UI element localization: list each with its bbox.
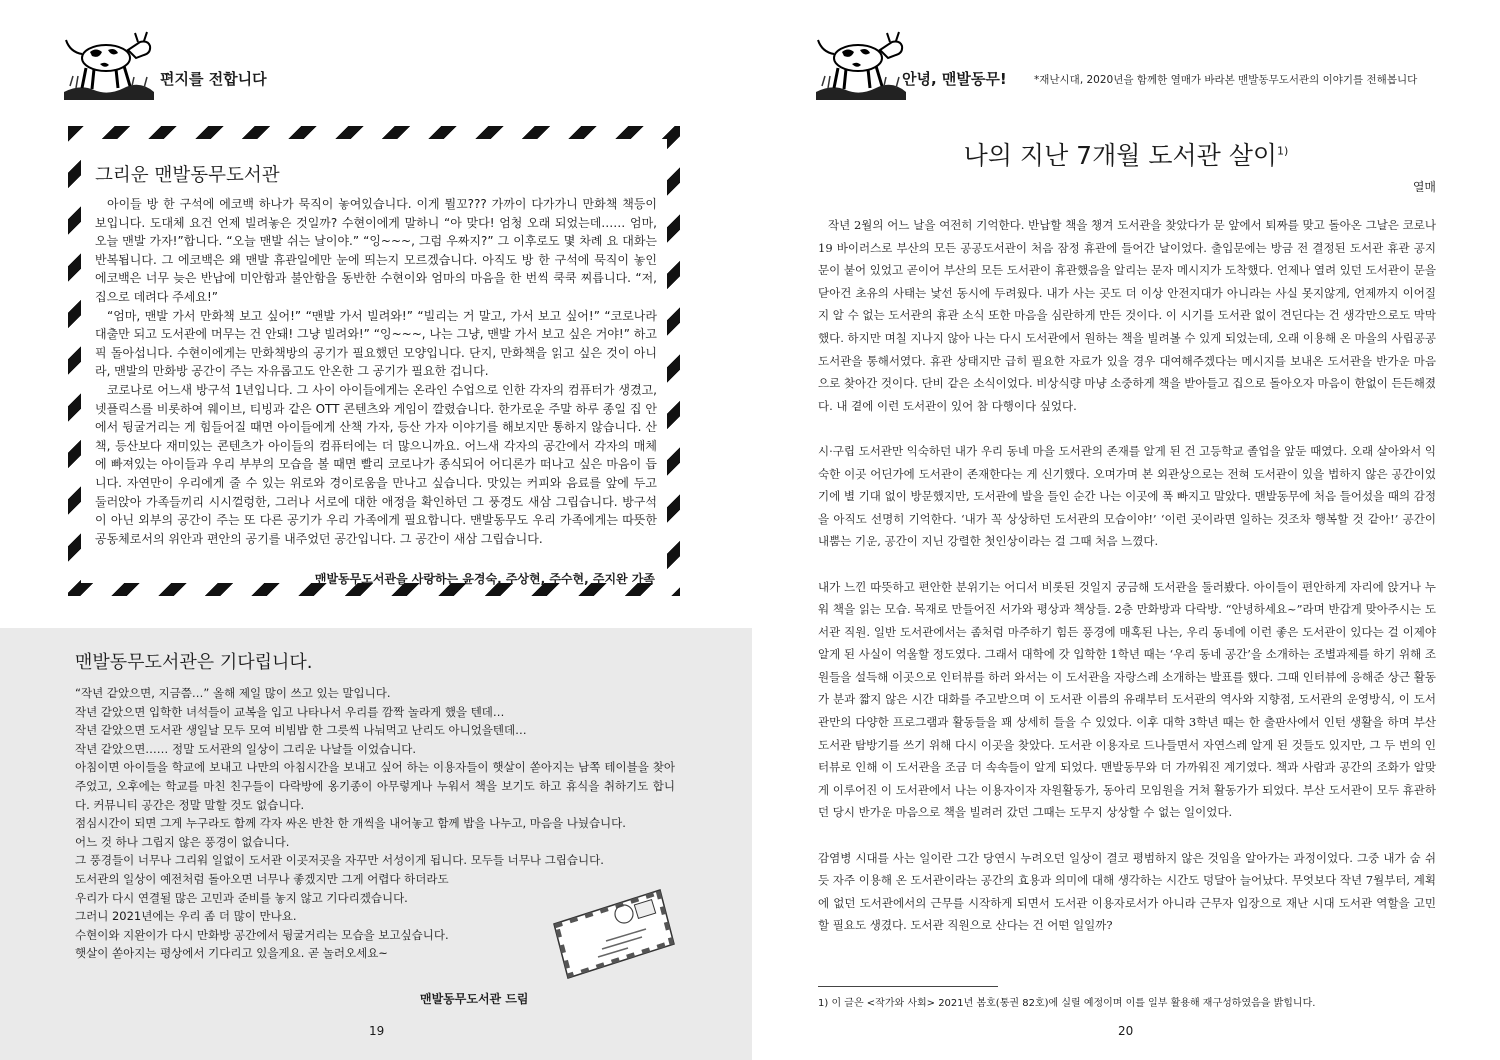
- waiting-line: 그러니 2021년에는 우리 좀 더 많이 만나요.: [75, 909, 297, 924]
- waiting-line: 수현이와 지완이가 다시 만화방 공간에서 뒹굴거리는 모습을 보고싶습니다.: [75, 927, 449, 942]
- waiting-line: 어느 것 하나 그립지 않은 풍경이 없습니다.: [75, 834, 290, 849]
- letter-paragraph: 코로나로 어느새 방구석 1년입니다. 그 사이 아이들에게는 온라인 수업으로 인한 각자의 컴퓨터가 생겼고, 넷플릭스를 비롯하여 웨이브, 티빙과 같은 OTT 콘텐츠와 게임이 깔렸습니다. 한가로운 주말 하루 종일 집 안에서 뒹굴거리는 게 힘들어질 때면 아이들에게 산책 가자, 등산 가자 이야기를 해보지만 통하지 않습니다. 산책, 등산보다 재미있는 콘텐츠가 아이들의 컴퓨터에는 더 많으니까요. 어느새 각자의 공간에서 각자의 매체에 빠져있는 아이들과 우리 부부의 모습을 볼 때면 빨리 코로나가 종식되어 어디론가 떠나고 싶은 마음이 듭니다. 자연만이 우리에게 줄 수 있는 위로와 경이로움을 만나고 싶습니다. 맛있는 커피와 음료를 앞에 두고 둘러앉아 가족들끼리 시시껄렁한, 그러나 서로에 대한 애정을 확인하던 그 풍경도 새삼 그립습니다. 방구석이 아닌 외부의 공간이 주는 또 다른 공기가 우리 가족에게 필요합니다. 맨발동무도 우리 가족에게는 따뜻한 공동체로서의 위안과 편안의 공기를 내주었던 공간입니다. 그 공간이 새삼 그립습니다.: [95, 382, 657, 546]
- waiting-line: 우리가 다시 연결될 많은 고민과 준비를 놓지 않고 기다리겠습니다.: [75, 890, 408, 905]
- waiting-line: 점심시간이 되면 그게 누구라도 함께 각자 싸온 반찬 한 개씩을 내어놓고 함께 밥을 나누고, 마음을 나눴습니다.: [75, 816, 626, 831]
- cow-illustration-icon: [812, 20, 908, 102]
- article-title-text: 나의 지난 7개월 도서관 살이: [963, 141, 1278, 170]
- waiting-line: “작년 같았으면, 지금쯤…” 올해 제일 많이 쓰고 있는 말입니다.: [75, 686, 391, 700]
- envelope-icon: [548, 886, 678, 982]
- waiting-line: 도서관의 일상이 예전처럼 돌아오면 너무나 좋겠지만 그게 어렵다 하더라도: [75, 871, 449, 886]
- section-header-title: 편지를 전합니다: [160, 70, 267, 88]
- page-number: 19: [369, 1024, 385, 1038]
- right-page: [752, 0, 1500, 1060]
- article-title: [752, 136, 1500, 172]
- waiting-signature: 맨발동무도서관 드림: [420, 992, 529, 1006]
- letter-title: 그리운 맨발동무도서관: [95, 165, 280, 186]
- waiting-line: 작년 같았으면 도서관 생일날 모두 모여 비빔밥 한 그릇씩 나눠먹고 난리도 아니었을텐데…: [75, 723, 527, 738]
- waiting-section: [0, 628, 752, 1060]
- article-body: [818, 214, 1436, 960]
- letter-signature: 맨발동무도서관을 사랑하는 윤경숙, 주상현, 주수현, 주지완 가족: [314, 572, 655, 586]
- waiting-line: 그 풍경들이 너무나 그리워 일없이 도서관 이곳저곳을 자꾸만 서성이게 됩니다. 모두들 너무나 그립습니다.: [75, 853, 604, 868]
- section-header-title: 안녕, 맨발동무!: [902, 70, 1007, 88]
- article-paragraph: 시·구립 도서관만 익숙하던 내가 우리 동네 마을 도서관의 존재를 알게 된 건 고등학교 졸업을 앞둔 때였다. 오래 살아와서 익숙한 이곳 어딘가에 도서관이 존재한다는 게 신기했다. 오며가며 본 외관상으로는 전혀 도서관이 있을 법하지 않은 공간이었기에 별 기대 없이 방문했지만, 도서관에 발을 들인 순간 나는 이곳에 푹 빠지고 말았다. 맨발동무에 처음 들어섰을 때의 감정을 아직도 선명히 기억한다. ‘내가 꼭 상상하던 도서관의 모습이야!’ ‘이런 곳이라면 일하는 것조차 행복할 것 같아!’ 공간이 내뿜는 기운, 공간이 지닌 강렬한 첫인상이라는 걸 그때 처음 느꼈다.: [818, 443, 1436, 549]
- page-number: 20: [1118, 1024, 1134, 1038]
- waiting-line: 아침이면 아이들을 학교에 보내고 나만의 아침시간을 보내고 싶어 하는 이용자들이 햇살이 쏟아지는 남쪽 테이블을 찾아주었고, 오후에는 학교를 마친 친구들이 다락방에 옹기종이 아무렇게나 누워서 책을 보기도 하고 휴식을 취하기도 합니다. 커뮤니티 공간은 정말 말할 것도 없습니다.: [75, 760, 675, 812]
- waiting-line: 햇살이 쏟아지는 평상에서 기다리고 있을게요. 곧 놀러오세요~: [75, 946, 388, 961]
- waiting-line: 작년 같았으면…… 정말 도서관의 일상이 그리운 나날들 이었습니다.: [75, 741, 417, 756]
- waiting-line: 작년 같았으면 입학한 녀석들이 교복을 입고 나타나서 우리를 깜짝 놀라게 했을 텐데…: [75, 704, 505, 719]
- section-header-subtitle: *재난시대, 2020년을 함께한 열매가 바라본 맨발동무도서관의 이야기를 전해봅니다: [1034, 74, 1418, 86]
- letter-paragraph: 아이들 방 한 구석에 에코백 하나가 묵직이 놓여있습니다. 이게 뭘꼬??? 가까이 다가가니 만화책 책등이 보입니다. 도대체 요건 언제 빌려놓은 것일까? 수현이에게 말하니 “아 맞다! 엄청 오래 되었는데…… 엄마, 오늘 맨발 가자!”합니다. “오늘 맨발 쉬는 날이야.” “잉~~~, 그럼 우짜지?” 그 이후로도 몇 차례 요 대화는 반복됩니다. 그 에코백은 왜 맨발 휴관일에만 눈에 띄는지 모르겠습니다. 아직도 방 한 구석에 묵직이 놓인 에코백은 너무 늦은 반납에 미안함과 불안함을 동반한 수현이와 엄마의 마음을 한 번씩 쿡쿡 찌릅니다. “저, 집으로 데려다 주세요!”: [95, 197, 657, 304]
- article-paragraph: 작년 2월의 어느 날을 여전히 기억한다. 반납할 책을 챙겨 도서관을 찾았다가 문 앞에서 퇴짜를 맞고 돌아온 그날은 코로나19 바이러스로 부산의 모든 공공도서관이 처음 잠정 휴관에 들어간 날이었다. 출입문에는 방금 전 결정된 도서관 휴관 공지문이 붙어 있었고 곧이어 부산의 모든 도서관이 휴관했음을 알리는 문자 메시지가 도착했다. 언제나 열려 있던 도서관이 문을 닫아건 초유의 사태는 낯선 동시에 두려웠다. 내가 사는 곳도 더 이상 안전지대가 아니라는 사실 못지않게, 언제까지 이어질지 알 수 없는 도서관의 휴관 소식 또한 마음을 심란하게 만든 것이다. 이 시기를 도서관 없이 견딘다는 건 생각만으로도 막막했다. 하지만 며칠 지나지 않아 나는 다시 도서관에서 원하는 책을 빌려볼 수 있게 되었는데, 오래 이용해 온 마을의 사립공공도서관을 통해서였다. 휴관 상태지만 급히 필요한 자료가 있을 경우 대여해주겠다는 메시지를 보내온 도서관을 반가운 마음으로 찾아간 것이다. 단비 같은 소식이었다. 비상식량 마냥 소중하게 책을 받아들고 집으로 돌아오자 마음이 한없이 든든해졌다. 내 곁에 이런 도서관이 있어 참 다행이다 싶었다.: [818, 218, 1436, 413]
- article-paragraph: 내가 느낀 따뜻하고 편안한 분위기는 어디서 비롯된 것일지 궁금해 도서관을 둘러봤다. 아이들이 편안하게 자리에 앉거나 누워 책을 읽는 모습. 목재로 만들어진 서가와 평상과 책상들. 2층 만화방과 다락방. “안녕하세요~”라며 반갑게 맞아주시는 도서관 직원. 일반 도서관에서는 좀처럼 마주하기 힘든 풍경에 매혹된 나는, 우리 동네에 이런 좋은 도서관이 있다는 걸 이제야 알게 된 사실이 억울할 정도였다. 그래서 대학에 갓 입학한 1학년 때는 ‘우리 동네 공간’을 소개하는 조별과제를 하기 위해 조원들을 설득해 이곳으로 인터뷰를 하러 와서는 이 도서관을 자랑스레 소개하는 발표를 했다. 그때 인터뷰에 응해준 상근 활동가 분과 짧지 않은 시간 대화를 주고받으며 이 도서관 이름의 유래부터 도서관의 역사와 지향점, 도서관의 운영방식, 이 도서관만의 다양한 프로그램과 활동들을 꽤 상세히 들을 수 있었다. 이후 대학 3학년 때는 한 출판사에서 인턴 생활을 하며 부산 도서관 탐방기를 쓰기 위해 다시 이곳을 찾았다. 도서관 이용자로 드나들면서 자연스레 알게 된 것들도 있지만, 그 두 번의 인터뷰로 인해 이 도서관을 조금 더 속속들이 알게 되었다. 맨발동무와 더 가까워진 계기였다. 책과 사람과 공간의 조화가 알맞게 이루어진 이 도서관에서 나는 이용자이자 자원활동가, 동아리 모임원을 거쳐 활동가가 되었다. 부산 도서관이 모두 휴관하던 당시 반가운 마음으로 책을 빌려러 갔던 그때는 도무지 상상할 수 없는 일이었다.: [818, 579, 1436, 820]
- letter-body: [95, 195, 657, 548]
- letter-content: [81, 139, 667, 586]
- article-author: 열매: [1412, 180, 1436, 194]
- airmail-letter-frame: [68, 126, 680, 596]
- letter-paragraph: “엄마, 맨발 가서 만화책 보고 싶어!” “맨발 가서 빌려와!” “빌리는 거 말고, 가서 보고 싶어!” “코로나라 대출만 되고 도서관에 머무는 건 안돼! 그냥 빌려와!” “잉~~~, 나는 그냥, 맨발 가서 보고 싶은 거야!” 하고 픽 돌아섭니다. 수현이에게는 만화책방의 공기가 필요했던 모양입니다. 단지, 만화책을 읽고 싶은 것이 아니라, 맨발의 만화방 공간이 주는 자유롭고도 안온한 그 공기가 필요한 겁니다.: [95, 308, 657, 379]
- footnote: 1) 이 글은 <작가와 사회> 2021년 봄호(통권 82호)에 실릴 예정이며 이를 일부 활용해 재구성하였음을 밝힙니다.: [818, 998, 1316, 1009]
- footnote-divider: [818, 986, 998, 987]
- article-paragraph: 감염병 시대를 사는 일이란 그간 당연시 누려오던 일상이 결코 평범하지 않은 것임을 알아가는 과정이었다. 그중 내가 숨 쉬듯 자주 이용해 온 도서관이라는 공간의 효용과 의미에 대해 생각하는 시간도 덩달아 늘어났다. 무엇보다 작년 7월부터, 계획에 없던 도서관에서의 근무를 시작하게 되면서 도서관 이용자로서가 아니라 근무자 입장으로 재난 시대 도서관 역할을 고민할 필요도 생겼다. 도서관 직원으로 산다는 건 어떤 일일까?: [818, 850, 1436, 933]
- right-page-header: [812, 20, 1492, 110]
- cow-illustration-icon: [60, 20, 156, 102]
- waiting-title: 맨발동무도서관은 기다립니다.: [75, 652, 313, 673]
- left-page-header: [60, 20, 360, 110]
- footnote-mark: 1): [1277, 144, 1289, 158]
